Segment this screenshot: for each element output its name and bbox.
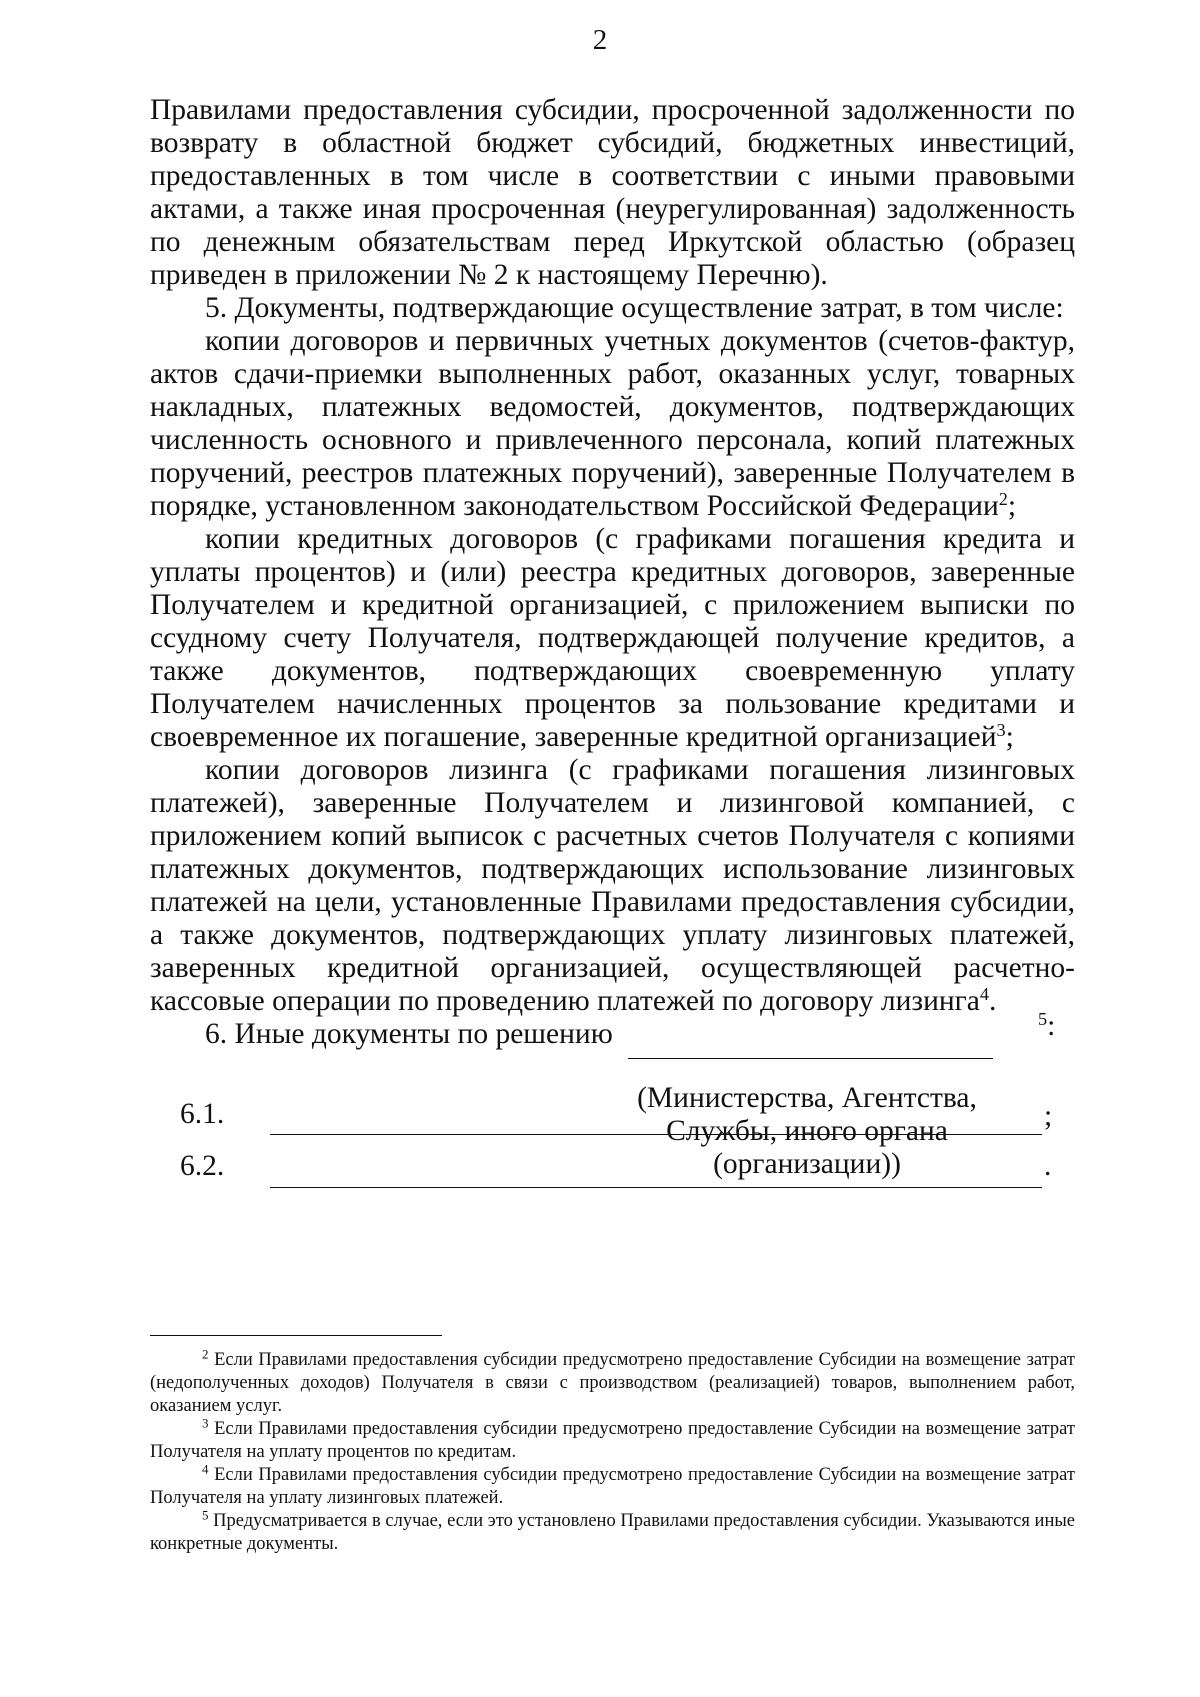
footnote-separator	[150, 1335, 442, 1336]
caption-line: Службы, иного органа	[666, 1115, 948, 1147]
body-text	[150, 94, 1075, 1018]
footnote-number: 3	[202, 1415, 209, 1431]
item-6-label: 6. Иные документы по решению	[205, 1018, 613, 1050]
subitem-6-2-end: .	[1044, 1150, 1052, 1182]
organ-caption	[612, 1082, 1002, 1181]
item-6-tail: :	[1047, 1010, 1056, 1042]
page-number: 2	[592, 24, 608, 56]
paragraph-tail: ;	[1005, 721, 1014, 753]
footnote-text: Если Правилами предоставления субсидии предусмотрено предоставление Субсидии на возмещение затрат Получателя на уплату лизинговых платежей.	[150, 1465, 1076, 1508]
footnote-number: 4	[202, 1461, 209, 1477]
paragraph-tail: .	[989, 985, 997, 1017]
footnote-text: Предусматривается в случае, если это установлено Правилами предоставления субсидии. Указываются иные конкретные документы.	[150, 1511, 1076, 1554]
footnote-2	[150, 1346, 1076, 1418]
footnote-ref[interactable]: 3	[996, 719, 1006, 740]
paragraph-item-5	[150, 292, 1075, 325]
subitem-6-2-label: 6.2.	[180, 1150, 225, 1182]
subitem-6-2-blank-line[interactable]	[270, 1187, 1042, 1188]
footnote-text: Если Правилами предоставления субсидии предусмотрено предоставление Субсидии на возмещение затрат Получателя на уплату процентов по кредитам.	[150, 1419, 1076, 1462]
footnote-ref[interactable]: 2	[998, 488, 1008, 509]
item-6-blank-line[interactable]	[628, 1058, 993, 1059]
footnote-ref[interactable]: 4	[979, 983, 989, 1004]
paragraph-credit	[150, 523, 1075, 754]
paragraph-text: копии кредитных договоров (с графиками погашения кредита и уплаты процентов) и (или) реестра кредитных договоров, заверенные Получателем и кредитной организацией, с приложением выписки по ссудному счету Получателя, подтверждающей получение кредитов, а также документов, подтверждающих своевременную уплату Получателем начисленных процентов за пользование кредитами и своевременное их погашение, заверенные кредитной организацией	[150, 523, 1075, 753]
caption-line: (Министерства, Агентства,	[637, 1082, 977, 1114]
footnote-5	[150, 1507, 1076, 1556]
paragraph-tail: ;	[1007, 490, 1017, 522]
subitem-6-1-label: 6.1.	[180, 1098, 225, 1130]
item-6-footnote	[1038, 1010, 1055, 1043]
paragraph-contracts	[150, 325, 1075, 523]
caption-line: (организации))	[713, 1148, 901, 1180]
subitem-6-1-end: ;	[1044, 1100, 1053, 1132]
paragraph-text: копии договоров и первичных учетных документов (счетов-фактур, актов сдачи-приемки выполненных работ, оказанных услуг, товарных накладных, платежных ведомостей, документов, подтверждающих численность основного и привлеченного персонала, копий платежных поручений, реестров платежных поручений), заверенные Получателем в порядке, установленном законодательством Российской Федерации	[150, 325, 1075, 522]
footnotes	[150, 1346, 1076, 1556]
paragraph-leasing	[150, 754, 1075, 1018]
paragraph-continuation	[150, 94, 1075, 292]
subitem-6-1-blank-line[interactable]	[270, 1134, 1042, 1135]
footnote-number: 5	[202, 1507, 209, 1523]
paragraph-text: 5. Документы, подтверждающие осуществление затрат, в том числе:	[205, 292, 1064, 324]
footnote-4	[150, 1461, 1076, 1510]
footnote-text: Если Правилами предоставления субсидии предусмотрено предоставление Субсидии на возмещение затрат (недополученных доходов) Получателя в связи с производством (реализацией) товаров, выполнением работ, оказанием услуг.	[150, 1350, 1076, 1416]
footnote-3	[150, 1415, 1076, 1464]
paragraph-text: Правилами предоставления субсидии, просроченной задолженности по возврату в областной бюджет субсидий, бюджетных инвестиций, предоставленных в том числе в соответствии с иными правовыми актами, а также иная просроченная (неурегулированная) задолженность по денежным обязательствам перед Иркутской областью (образец приведен в приложении № 2 к настоящему Перечню).	[150, 94, 1075, 291]
footnote-number: 2	[202, 1346, 209, 1362]
paragraph-text: копии договоров лизинга (с графиками погашения лизинговых платежей), заверенные Получателем и лизинговой компанией, с приложением копий выписок с расчетных счетов Получателя с копиями платежных документов, подтверждающих использование лизинговых платежей на цели, установленные Правилами предоставления субсидии, а также документов, подтверждающих уплату лизинговых платежей, заверенных кредитной организацией, осуществляющей расчетно-кассовые операции по проведению платежей по договору лизинга	[150, 754, 1075, 1017]
footnote-ref[interactable]: 5	[1038, 1008, 1048, 1029]
